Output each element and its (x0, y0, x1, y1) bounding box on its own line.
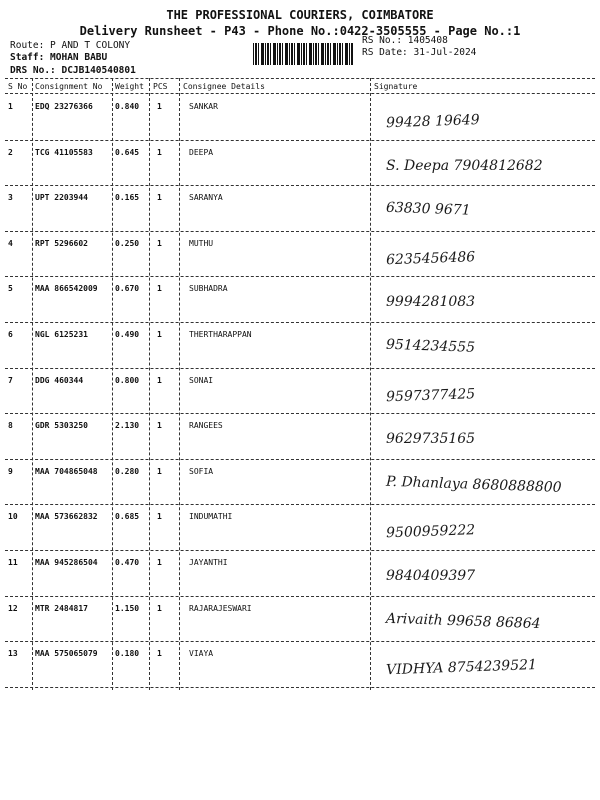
table-row (5, 185, 595, 231)
table-row (5, 322, 595, 368)
cell-consignee-name: SUBHADRA (189, 284, 228, 293)
col-header-pcs: PCS (153, 82, 168, 91)
cell-pcs: 1 (157, 649, 162, 658)
runsheet-subtitle: Delivery Runsheet - P43 - Phone No.:0422-3505555 - Page No.:1 (79, 24, 521, 38)
cell-weight: 0.490 (115, 330, 140, 339)
cell-consignment-no: MAA 575065079 (35, 649, 98, 658)
handwritten-signature (380, 370, 590, 414)
cell-weight: 0.685 (115, 512, 140, 521)
cell-consignment-no: MAA 704865048 (35, 467, 98, 476)
handwritten-signature (380, 415, 590, 459)
cell-pcs: 1 (157, 512, 162, 521)
cell-pcs: 1 (157, 148, 162, 157)
cell-sno: 9 (8, 467, 13, 476)
cell-consignment-no: UPT 2203944 (35, 193, 88, 202)
cell-pcs: 1 (157, 330, 162, 339)
cell-pcs: 1 (157, 558, 162, 567)
signature-text: 9629735165 (386, 431, 476, 447)
rs-number: RS No.: 1405408 (362, 35, 448, 46)
handwritten-signature (380, 187, 590, 231)
table-row (5, 413, 595, 459)
cell-consignee-name: INDUMATHI (189, 512, 233, 521)
cell-weight: 2.130 (115, 421, 140, 430)
handwritten-signature (380, 461, 590, 505)
cell-consignee-name: THERTHARAPPAN (189, 330, 252, 339)
handwritten-signature (380, 324, 590, 368)
col-header-consignment: Consignment No (35, 82, 103, 91)
signature-text: 6235456486 (385, 249, 476, 269)
cell-consignee-name: RAJARAJESWARI (189, 604, 252, 613)
cell-consignment-no: MAA 573662832 (35, 512, 98, 521)
table-row (5, 94, 595, 140)
cell-consignee-name: JAYANTHI (189, 558, 228, 567)
cell-consignee-name: RANGEES (189, 421, 223, 430)
cell-weight: 0.800 (115, 376, 140, 385)
staff-label: Staff: MOHAN BABU (10, 52, 108, 63)
cell-weight: 0.645 (115, 148, 140, 157)
cell-consignment-no: MAA 945286504 (35, 558, 98, 567)
signature-text: S. Deepa 7904812682 (386, 158, 543, 174)
cell-weight: 0.840 (115, 102, 140, 111)
cell-sno: 3 (8, 193, 13, 202)
drs-number: DRS No.: DCJB140540801 (10, 65, 136, 76)
signature-text: 99428 19649 (385, 112, 480, 132)
cell-sno: 10 (8, 512, 18, 521)
table-row (5, 231, 595, 277)
cell-weight: 0.280 (115, 467, 140, 476)
cell-sno: 6 (8, 330, 13, 339)
cell-sno: 1 (8, 102, 13, 111)
handwritten-signature (380, 233, 590, 277)
cell-consignment-no: GDR 5303250 (35, 421, 88, 430)
cell-weight: 0.165 (115, 193, 140, 202)
company-title: THE PROFESSIONAL COURIERS, COIMBATORE (166, 8, 434, 22)
cell-pcs: 1 (157, 421, 162, 430)
cell-consignment-no: MTR 2484817 (35, 604, 88, 613)
table-row (5, 459, 595, 505)
table-row (5, 276, 595, 322)
signature-text: 9994281083 (386, 294, 476, 310)
cell-pcs: 1 (157, 467, 162, 476)
table-row (5, 550, 595, 596)
signature-text: P. Dhanlaya 8680888800 (385, 473, 562, 496)
route-label: Route: P AND T COLONY (10, 40, 131, 51)
table-row (5, 641, 595, 687)
col-header-weight: Weight (115, 82, 144, 91)
row-divider (5, 687, 595, 688)
cell-consignee-name: SONAI (189, 376, 214, 385)
rs-date: RS Date: 31-Jul-2024 (362, 47, 477, 58)
col-header-sno: S No (8, 82, 28, 91)
cell-sno: 13 (8, 649, 18, 658)
table-row (5, 368, 595, 414)
cell-sno: 7 (8, 376, 13, 385)
handwritten-signature (380, 598, 590, 642)
handwritten-signature (380, 96, 590, 140)
signature-text: 9514234555 (385, 336, 476, 356)
cell-sno: 8 (8, 421, 13, 430)
cell-pcs: 1 (157, 376, 162, 385)
table-row (5, 504, 595, 550)
cell-sno: 4 (8, 239, 13, 248)
handwritten-signature (380, 142, 590, 186)
signature-text: VIDHYA 8754239521 (385, 657, 538, 679)
cell-pcs: 1 (157, 239, 162, 248)
signature-text: 63830 9671 (385, 199, 471, 219)
cell-consignment-no: DDG 460344 (35, 376, 84, 385)
cell-sno: 12 (8, 604, 18, 613)
handwritten-signature (380, 552, 590, 596)
cell-consignment-no: EDQ 23276366 (35, 102, 93, 111)
col-header-signature: Signature (374, 82, 418, 91)
cell-sno: 5 (8, 284, 13, 293)
cell-weight: 0.470 (115, 558, 140, 567)
col-header-consignee: Consignee Details (183, 82, 265, 91)
table-top-rule (5, 78, 595, 79)
barcode (253, 43, 353, 65)
cell-pcs: 1 (157, 193, 162, 202)
cell-pcs: 1 (157, 284, 162, 293)
signature-text: Arivaith 99658 86864 (385, 610, 541, 633)
handwritten-signature (380, 643, 590, 687)
handwritten-signature (380, 278, 590, 322)
cell-consignment-no: NGL 6125231 (35, 330, 88, 339)
cell-consignment-no: MAA 866542009 (35, 284, 98, 293)
cell-pcs: 1 (157, 102, 162, 111)
cell-consignee-name: DEEPA (189, 148, 214, 157)
table-row (5, 596, 595, 642)
cell-consignment-no: TCG 41105583 (35, 148, 93, 157)
cell-pcs: 1 (157, 604, 162, 613)
signature-text: 9597377425 (385, 386, 476, 406)
cell-weight: 0.180 (115, 649, 140, 658)
cell-consignee-name: SANKAR (189, 102, 218, 111)
cell-weight: 0.670 (115, 284, 140, 293)
handwritten-signature (380, 506, 590, 550)
table-row (5, 140, 595, 186)
cell-consignee-name: SARANYA (189, 193, 223, 202)
cell-sno: 11 (8, 558, 18, 567)
cell-consignee-name: VIAYA (189, 649, 214, 658)
cell-sno: 2 (8, 148, 13, 157)
cell-weight: 1.150 (115, 604, 140, 613)
cell-weight: 0.250 (115, 239, 140, 248)
cell-consignee-name: SOFIA (189, 467, 214, 476)
cell-consignee-name: MUTHU (189, 239, 214, 248)
signature-text: 9840409397 (386, 568, 476, 584)
cell-consignment-no: RPT 5296602 (35, 239, 88, 248)
signature-text: 9500959222 (385, 522, 476, 542)
